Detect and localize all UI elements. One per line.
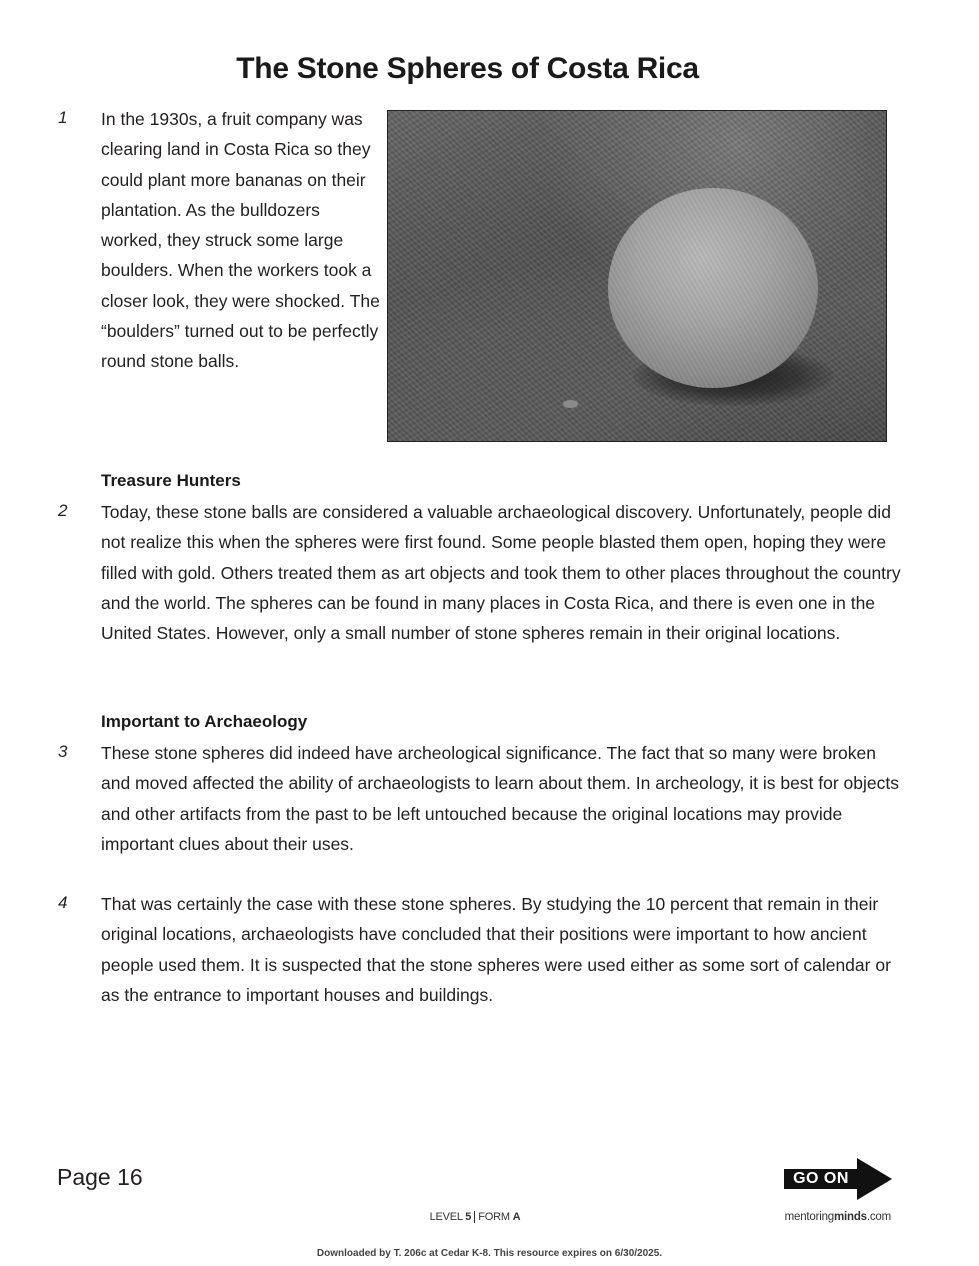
brand-prefix: mentoring: [784, 1211, 834, 1223]
page-title: The Stone Spheres of Costa Rica: [236, 52, 699, 85]
page-number: Page 16: [57, 1164, 143, 1190]
paragraph-2: Today, these stone balls are considered a valuable archaeological discovery. Unfortunately, people did not realize this when the spheres were first found. Some people blasted them open, hoping they were filled with gold. Others treated them as art objects and took them to other places throughout the country and the world. The spheres can be found in many places in Costa Rica, and there is even one in the United States. However, only a small number of stone spheres remain in their original locations.: [101, 502, 901, 644]
pebble: [563, 400, 578, 408]
paragraph-3: These stone spheres did indeed have archeological significance. The fact that so many were broken and moved affected the ability of archaeologists to learn about them. In archeology, it is best for objects and other artifacts from the past to be left untouched because the original locations may provide important clues about their uses.: [101, 743, 900, 854]
paragraph-number-1: 1: [58, 108, 68, 127]
paragraph-number-3: 3: [58, 742, 68, 761]
paragraph-1: In the 1930s, a fruit company was clearing land in Costa Rica so they could plant more bananas on their plantation. As the bulldozers worked, they struck some large boulders. When the workers took a closer look, they were shocked. The “boulders” turned out to be perfectly round stone balls.: [101, 109, 380, 372]
stone-sphere-photo: [387, 110, 887, 442]
heading-treasure-hunters: Treasure Hunters: [101, 471, 241, 490]
heading-important-to-archaeology: Important to Archaeology: [101, 712, 308, 731]
level-label: LEVEL: [429, 1211, 463, 1223]
brand-url: [785, 1211, 891, 1223]
form-label: FORM: [478, 1211, 510, 1223]
divider: [474, 1211, 475, 1223]
form-value: A: [512, 1211, 521, 1223]
paragraph-number-4: 4: [58, 893, 68, 912]
brand-bold: minds: [834, 1211, 867, 1223]
download-notice: Downloaded by T. 206c at Cedar K-8. This resource expires on 6/30/2025.: [316, 1248, 663, 1259]
go-on-indicator: [784, 1158, 894, 1200]
level-value: 5: [465, 1211, 472, 1223]
brand-suffix: .com: [866, 1211, 891, 1223]
paragraph-number-2: 2: [58, 501, 68, 520]
arrow-right-icon: [857, 1158, 892, 1200]
paragraph-4: That was certainly the case with these stone spheres. By studying the 10 percent that remain in their original locations, archaeologists have concluded that their positions were important to how ancient people used them. It is suspected that the stone spheres were used either as some sort of calendar or as the entrance to important houses and buildings.: [101, 894, 891, 1005]
stone-sphere: [608, 188, 818, 388]
go-on-label: GO ON: [793, 1170, 849, 1187]
